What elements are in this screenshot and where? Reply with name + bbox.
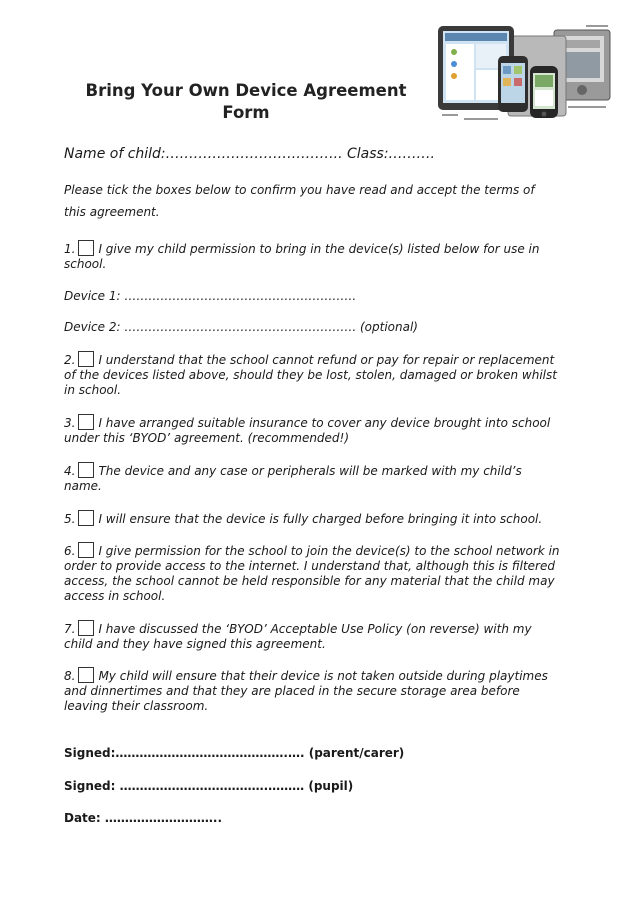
agreement-item-1 [64,240,584,272]
item-number: 6. [64,544,76,558]
item-text: I understand that the school cannot refund or pay for repair or replacement [98,353,555,367]
agreement-item-4 [64,462,584,494]
item-text: of the devices listed above, should they be lost, stolen, damaged or broken whilst [64,368,557,382]
instructions-line-2: this agreement. [64,205,160,219]
item-text: name. [64,479,102,493]
item-number: 5. [64,512,76,526]
tick-checkbox-1[interactable] [78,240,94,256]
tick-checkbox-4[interactable] [78,462,94,478]
item-number: 7. [64,622,76,636]
item-number: 4. [64,464,76,478]
instructions-line-1: Please tick the boxes below to confirm you have read and accept the terms of [64,183,535,197]
item-number: 3. [64,416,76,430]
agreement-item-2 [64,351,584,398]
parent-signature-field: Signed:…………………………………….…. (parent/carer) [64,746,405,760]
item-text: under this ‘BYOD’ agreement. (recommended!) [64,431,350,445]
tick-checkbox-7[interactable] [78,620,94,636]
agreement-item-8 [64,667,584,714]
item-text: access in school. [64,589,166,603]
tick-checkbox-3[interactable] [78,414,94,430]
tick-checkbox-6[interactable] [78,542,94,558]
tick-checkbox-8[interactable] [78,667,94,683]
item-text: in school. [64,383,122,397]
device-1-field: Device 1: …………………………………………………. [64,289,357,303]
item-text: and dinnertimes and that they are placed in the secure storage area before [64,684,520,698]
title-line-2: Form [222,103,270,122]
devices-illustration [436,22,614,130]
item-number: 1. [64,242,76,256]
item-text: My child will ensure that their device is not taken outside during playtimes [98,669,548,683]
item-text: I give my child permission to bring in the device(s) listed below for use in [98,242,540,256]
pupil-signature-field: Signed: ……………………………….……… (pupil) [64,779,354,793]
item-number: 2. [64,353,76,367]
agreement-item-5 [64,510,584,527]
item-text: I have discussed the ‘BYOD’ Acceptable Use Policy (on reverse) with my [98,622,532,636]
item-text: leaving their classroom. [64,699,209,713]
agreement-item-3 [64,414,584,446]
item-text: I will ensure that the device is fully charged before bringing it into school. [98,512,543,526]
title-line-1: Bring Your Own Device Agreement [85,81,407,100]
item-text: The device and any case or peripherals will be marked with my child’s [98,464,522,478]
child-name-class-field: Name of child:……………………………….. Class:………. [64,146,435,162]
item-text: access, the school cannot be held responsible for any material that the child may [64,574,555,588]
agreement-item-6 [64,542,584,604]
tick-checkbox-5[interactable] [78,510,94,526]
item-text: order to provide access to the internet. I understand that, although this is filtered [64,559,555,573]
item-text: school. [64,257,107,271]
item-text: child and they have signed this agreement. [64,637,326,651]
agreement-item-7 [64,620,584,652]
item-text: I give permission for the school to join the device(s) to the school network in [98,544,560,558]
date-field: Date: ……………………….. [64,811,223,825]
item-text: I have arranged suitable insurance to cover any device brought into school [98,416,551,430]
device-2-field: Device 2: …………………………………………………. (optional) [64,320,418,334]
tick-checkbox-2[interactable] [78,351,94,367]
item-number: 8. [64,669,76,683]
page-title [66,80,426,124]
